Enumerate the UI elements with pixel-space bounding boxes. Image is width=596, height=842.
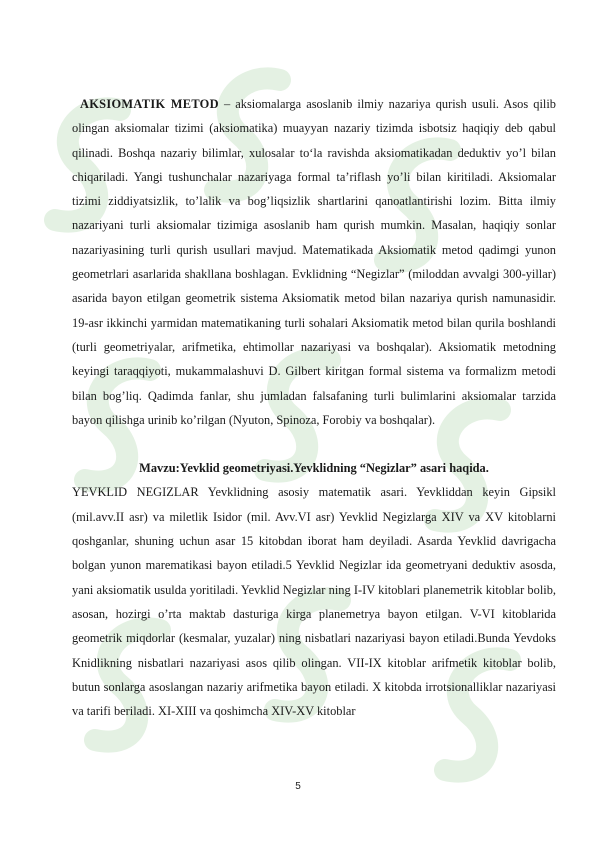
paragraph-body: – aksiomalarga asoslanib ilmiy nazariya qurish usuli. Asos qilib olingan aksiomalar tizimi (aksiomatika) muayyan nazariy tizimda isbotsiz haqiqiy deb qabul qilinadi. Boshqa nazariy bilimlar, xulosalar toʻla ravishda aksiomatikadan deduktiv yo’l bilan chiqariladi. Yangi tushunchalar nazariyaga formal ta’riflash yo’li bilan kiritiladi. Aksiomalar tizimi ziddiyatsizlik, to’lalik va bog’liqsizlik shartlarini qanoatlantirishi lozim. Bitta ilmiy nazariyani turli aksiomalar tizimiga asoslanib ham qurish mumkin. Masalan, haqiqiy sonlar nazariyasining turli qurish usullari mavjud. Matematikada Aksiomatik metod qadimgi yunon geometrlari asarlarida shakllana boshlagan. Evklidning “Negizlar” (miloddan avvalgi 300-yillar) asarida bayon etilgan geometrik sistema Aksiomatik metod bilan nazariya qurish namunasidir. 19-asr ikkinchi yarmidan matematikaning turli sohalari Aksiomatik metod bilan qurila boshlandi (turli geometriyalar, arifmetika, ehtimollar nazariyasi va boshqalar). Aksiomatik metodning keyingi taraqqiyoti, mukammalashuvi D. Gilbert kiritgan formal sistema va formalizm metodi bilan bog’liq. Qadimda fanlar, shu jumladan falsafaning turli bulimlarini aksiomalar tarzida bayon qilishga urinib ko’rilgan (Nyuton, Spinoza, Forobiy va boshqalar). — [72, 97, 556, 427]
page-number: 5 — [295, 781, 301, 792]
paragraph-aksiomatik-metod — [72, 92, 556, 432]
page-content — [72, 92, 556, 723]
term-aksiomatik-metod: AKSIOMATIK METOD — [80, 97, 219, 111]
paragraph-yevklid-negizlar: YEVKLID NEGIZLAR Yevklidning asosiy matematik asari. Yevkliddan keyin Gipsikl (mil.avv.II asr) va miletlik Isidor (mil. Avv.VI asr) Yevklid Negizlarga XIV va XV kitoblarni qoshganlar, shuning uchun asar 15 kitobdan iborat ham deyiladi. Asarda Yevklid davrigacha bolgan yunon marematikasi bayon etiladi.5 Yevklid Negizlar ida geometryani deduktiv asosda, yani aksiomatik usulda yoritiladi. Yevklid Negizlar ning I-IV kitoblari planemetrik kitoblar bolib, asosan, hozirgi o’rta maktab dasturiga kirga planemetrya bayon etilgan. V-VI kitoblarida geometrik miqdorlar (kesmalar, yuzalar) ning nisbatlari nazariyasi bayon etiladi.Bunda Yevdoks Knidlikning nisbatlari nazariyasi asos qilib olingan. VII-IX kitoblar arifmetik kitoblar bolib, butun sonlarga asoslangan nazariy arifmetika bayon etiladi. X kitobda irrotsionalliklar nazariyasi va tarifi beriladi. XI-XIII va qoshimcha XIV-XV kitoblar — [72, 485, 556, 719]
section-heading: Mavzu:Yevklid geometriyasi.Yevklidning “Negizlar” asari haqida. — [139, 461, 489, 476]
